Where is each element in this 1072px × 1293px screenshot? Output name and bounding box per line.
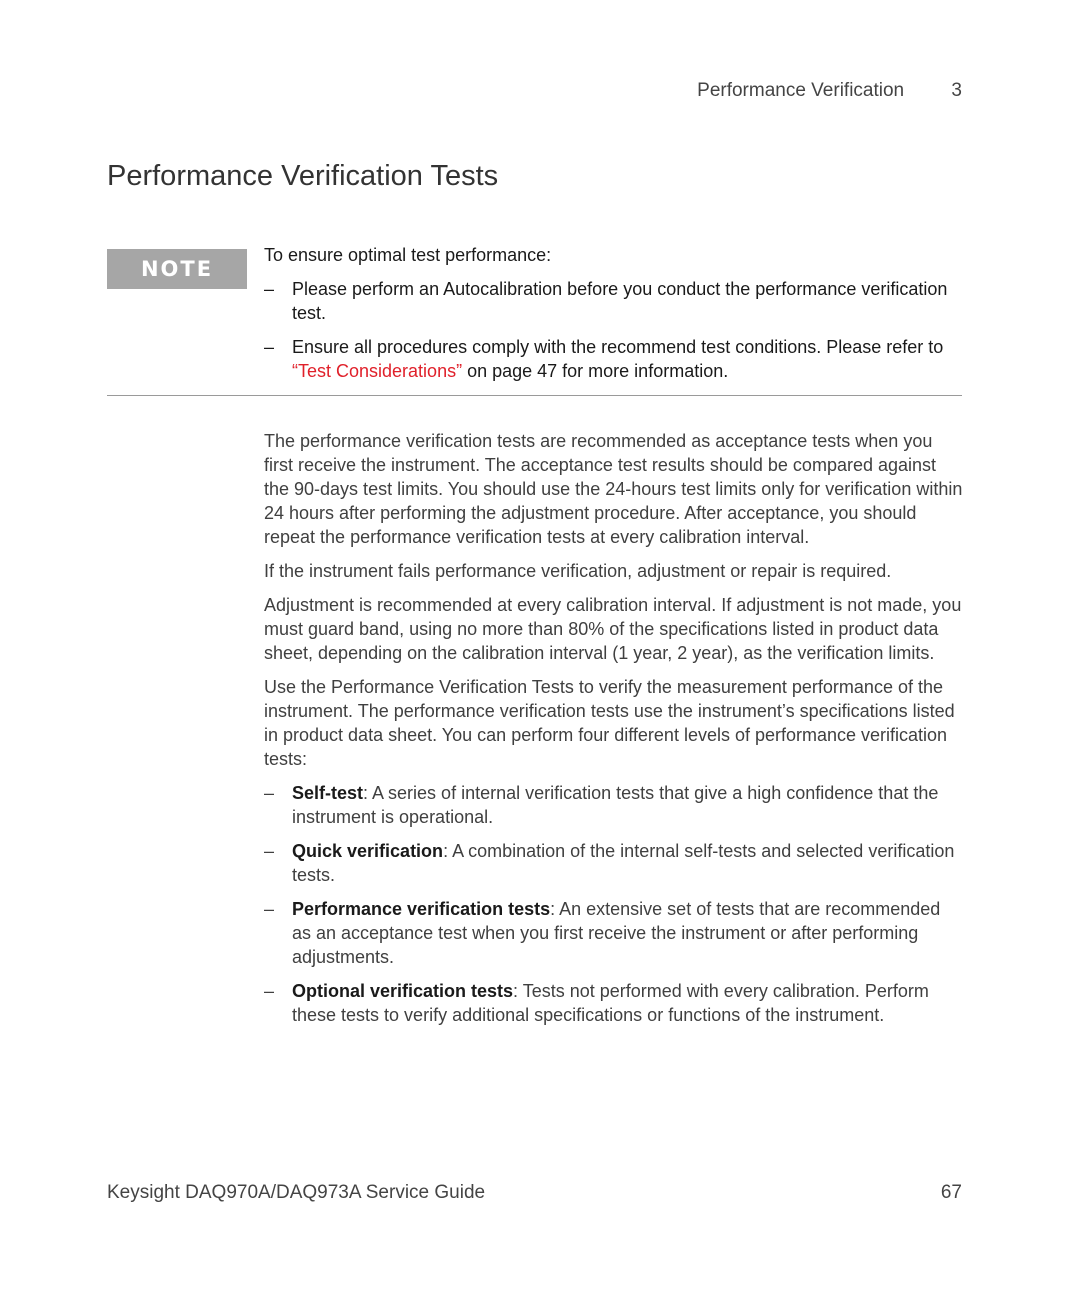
- body-paragraph: Adjustment is recommended at every calibration interval. If adjustment is not made, you must guard band, using no more than 80% of the specifications listed in product data sheet, depending on the calibration interval (1 year, 2 year), as the verification limits.: [264, 595, 962, 663]
- level-desc: : An extensive set of tests that are recommended as an acceptance test when you first receive the instrument or after performing adjustments.: [292, 899, 941, 967]
- dash-bullet: –: [264, 337, 275, 357]
- chapter-title: Performance Verification: [697, 80, 905, 101]
- dash-bullet: –: [264, 981, 275, 1001]
- running-header: [697, 80, 962, 102]
- section-title: Performance Verification Tests: [107, 160, 499, 192]
- list-item: [264, 781, 964, 829]
- page-number: 67: [940, 1182, 962, 1203]
- body-paragraph: Use the Performance Verification Tests to verify the measurement performance of the instrument. The performance verification tests use the instrument’s specifications listed in product data sheet. You can perform four different levels of performance verification tests:: [264, 677, 955, 769]
- list-item: [264, 979, 964, 1027]
- note-item-text-after: on page 47 for more information.: [462, 361, 729, 381]
- note-item-text: Please perform an Autocalibration before you conduct the performance verification test.: [292, 279, 948, 323]
- dash-bullet: –: [264, 841, 275, 861]
- note-body: [264, 243, 964, 393]
- body-paragraph: The performance verification tests are recommended as acceptance tests when you first receive the instrument. The acceptance test results should be compared against the 90-days test limits. You should use the 24-hours test limits only for verification within 24 hours after performing the adjustment procedure. After acceptance, you should repeat the performance verification tests at every calibration interval.: [264, 431, 963, 547]
- note-item-text-before: Ensure all procedures comply with the recommend test conditions. Please refer to: [292, 337, 944, 357]
- note-divider: [107, 395, 962, 396]
- dash-bullet: –: [264, 899, 275, 919]
- list-item: [264, 839, 964, 887]
- level-desc: : Tests not performed with every calibration. Perform these tests to verify additional specifications or functions of the instrument.: [292, 981, 929, 1025]
- level-desc: : A series of internal verification tests that give a high confidence that the instrument is operational.: [292, 783, 939, 827]
- list-item: [264, 897, 964, 969]
- note-badge: NOTE: [107, 249, 247, 289]
- dash-bullet: –: [264, 279, 275, 299]
- main-body: [264, 429, 964, 1037]
- note-item: [264, 335, 964, 383]
- note-intro: To ensure optimal test performance:: [264, 245, 552, 265]
- level-term: Self-test: [292, 783, 364, 803]
- body-paragraph: If the instrument fails performance verification, adjustment or repair is required.: [264, 561, 892, 581]
- verification-levels-list: [264, 781, 964, 1027]
- level-term: Optional verification tests: [292, 981, 514, 1001]
- test-considerations-link[interactable]: “Test Considerations”: [292, 361, 463, 381]
- note-item: [264, 277, 964, 325]
- level-term: Quick verification: [292, 841, 444, 861]
- chapter-number: 3: [951, 80, 962, 101]
- level-term: Performance verification tests: [292, 899, 551, 919]
- level-desc: : A combination of the internal self-tests and selected verification tests.: [292, 841, 955, 885]
- dash-bullet: –: [264, 783, 275, 803]
- guide-title: Keysight DAQ970A/DAQ973A Service Guide: [107, 1182, 486, 1203]
- note-list: [264, 277, 964, 383]
